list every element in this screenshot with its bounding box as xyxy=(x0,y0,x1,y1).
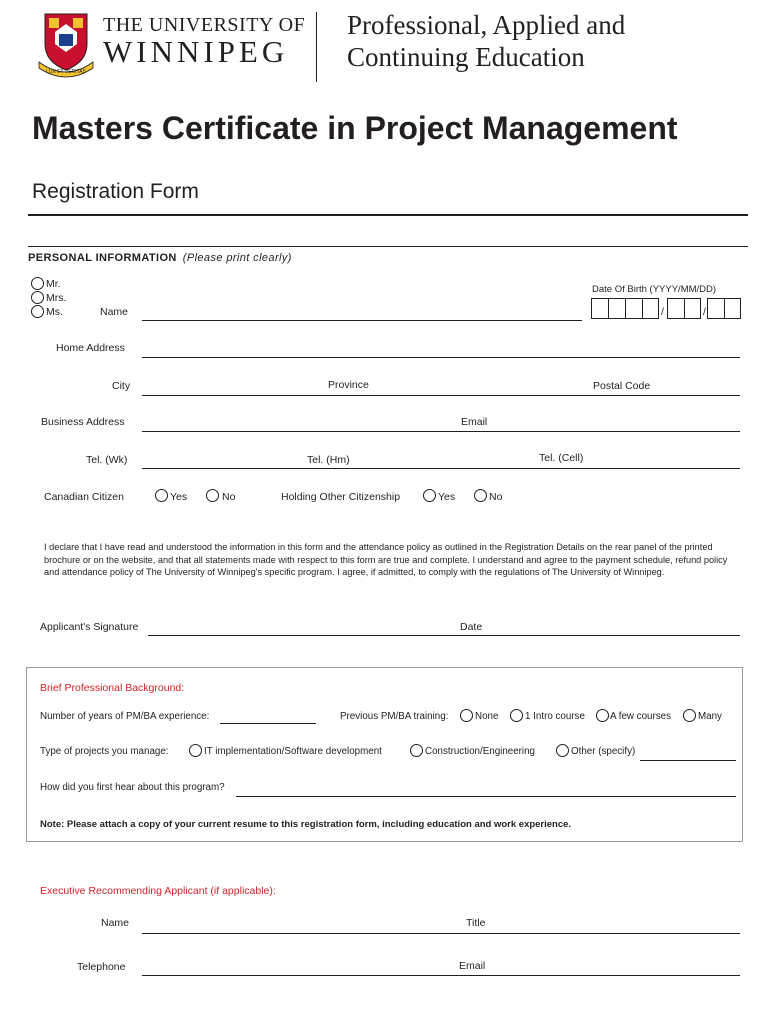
section-divider xyxy=(28,246,748,247)
dob-day-digit-1[interactable] xyxy=(707,298,724,319)
personal-info-hint: (Please print clearly) xyxy=(182,252,292,264)
executive-name-label: Name xyxy=(101,917,130,929)
salutation-mrs-radio[interactable] xyxy=(31,291,44,304)
executive-name-title-field[interactable] xyxy=(142,933,740,934)
canadian-citizen-no-label: No xyxy=(222,491,236,503)
signature-date-label: Date xyxy=(460,621,483,633)
training-few-courses-radio[interactable] xyxy=(596,709,609,722)
home-address-label: Home Address xyxy=(56,342,125,354)
postal-code-label: Postal Code xyxy=(593,380,651,392)
training-none-label: None xyxy=(475,711,499,722)
svg-text:LUX ET VERITAS: LUX ET VERITAS xyxy=(46,69,86,75)
executive-title-label: Title xyxy=(466,917,486,929)
resume-note: Note: Please attach a copy of your current resume to this registration form, including education and work experience. xyxy=(40,819,572,830)
training-intro-course-label: 1 Intro course xyxy=(525,711,585,722)
telephone-field[interactable] xyxy=(142,468,740,469)
other-citizenship-yes-radio[interactable] xyxy=(423,489,436,502)
canadian-citizen-yes-radio[interactable] xyxy=(155,489,168,502)
executive-heading: Executive Recommending Applicant (if applicable): xyxy=(40,885,276,897)
department-name-line1: Professional, Applied and xyxy=(347,10,626,40)
home-address-field[interactable] xyxy=(142,357,740,358)
executive-telephone-label: Telephone xyxy=(77,961,126,973)
dob-year-digit-3[interactable] xyxy=(625,298,642,319)
business-address-label: Business Address xyxy=(41,416,125,428)
project-construction-label: Construction/Engineering xyxy=(425,746,536,757)
executive-email-label: Email xyxy=(459,960,486,972)
project-it-radio[interactable] xyxy=(189,744,202,757)
training-many-radio[interactable] xyxy=(683,709,696,722)
other-citizenship-no-label: No xyxy=(489,491,503,503)
dob-month-digit-2[interactable] xyxy=(684,298,701,319)
dob-label: Date Of Birth (YYYY/MM/DD) xyxy=(592,284,717,295)
training-none-radio[interactable] xyxy=(460,709,473,722)
applicant-signature-label: Applicant's Signature xyxy=(40,621,139,633)
title-divider xyxy=(28,214,748,216)
canadian-citizen-no-radio[interactable] xyxy=(206,489,219,502)
document-title: Masters Certificate in Project Management xyxy=(32,110,678,146)
dob-year-digit-4[interactable] xyxy=(642,298,659,319)
salutation-ms-label: Ms. xyxy=(46,306,63,318)
tel-hm-label: Tel. (Hm) xyxy=(307,454,350,466)
tel-cell-label: Tel. (Cell) xyxy=(539,452,584,464)
years-experience-field[interactable] xyxy=(220,723,316,724)
tel-wk-label: Tel. (Wk) xyxy=(86,454,128,466)
hear-about-label: How did you first hear about this program? xyxy=(40,782,225,793)
training-many-label: Many xyxy=(698,711,722,722)
professional-background-heading: Brief Professional Background: xyxy=(40,682,185,694)
city-province-postal-field[interactable] xyxy=(142,395,740,396)
salutation-mr-radio[interactable] xyxy=(31,277,44,290)
training-few-courses-label: A few courses xyxy=(610,711,671,722)
business-address-email-field[interactable] xyxy=(142,431,740,432)
university-name-line2: WINNIPEG xyxy=(103,34,289,69)
university-name-line1: THE UNIVERSITY OF xyxy=(103,14,306,36)
canadian-citizen-yes-label: Yes xyxy=(170,491,188,503)
project-it-label: IT implementation/Software development xyxy=(204,746,382,757)
name-field[interactable] xyxy=(142,320,582,321)
dob-year-digit-1[interactable] xyxy=(591,298,608,319)
name-label: Name xyxy=(100,306,129,318)
project-other-specify-field[interactable] xyxy=(640,760,736,761)
declaration-text: I declare that I have read and understood the information in this form and the attendance policy as outlined in the Registration Details on the rear panel of the printed brochure or on the website, and that all statements made with respect to this form are true and complete. I understand and agree to the payment schedule, refund policy and attendance policy of The University of Winnipeg's specific program. I agree, if admitted, to comply with the regulations of The University of Winnipeg. xyxy=(44,542,728,578)
salutation-mrs-label: Mrs. xyxy=(46,292,67,304)
dob-day-digit-2[interactable] xyxy=(724,298,741,319)
city-label: City xyxy=(112,380,131,392)
personal-info-heading-text: PERSONAL INFORMATION xyxy=(28,252,177,264)
salutation-mr-label: Mr. xyxy=(46,278,61,290)
signature-field[interactable] xyxy=(148,635,740,636)
province-label: Province xyxy=(328,379,369,391)
header-divider xyxy=(316,12,317,82)
university-crest-logo xyxy=(33,10,99,82)
email-label: Email xyxy=(461,416,488,428)
other-citizenship-label: Holding Other Citizenship xyxy=(281,491,401,503)
document-subtitle: Registration Form xyxy=(32,180,199,203)
other-citizenship-no-radio[interactable] xyxy=(474,489,487,502)
project-construction-radio[interactable] xyxy=(410,744,423,757)
project-other-radio[interactable] xyxy=(556,744,569,757)
department-name-line2: Continuing Education xyxy=(347,42,585,72)
previous-training-label: Previous PM/BA training: xyxy=(340,711,449,722)
dob-separator-1: / xyxy=(661,306,664,318)
dob-month-digit-1[interactable] xyxy=(667,298,684,319)
canadian-citizen-label: Canadian Citizen xyxy=(44,491,124,503)
executive-telephone-email-field[interactable] xyxy=(142,975,740,976)
project-other-label: Other (specify) xyxy=(571,746,636,757)
project-types-label: Type of projects you manage: xyxy=(40,746,169,757)
hear-about-field[interactable] xyxy=(236,796,736,797)
other-citizenship-yes-label: Yes xyxy=(438,491,456,503)
years-experience-label: Number of years of PM/BA experience: xyxy=(40,711,210,722)
training-intro-course-radio[interactable] xyxy=(510,709,523,722)
salutation-ms-radio[interactable] xyxy=(31,305,44,318)
dob-separator-2: / xyxy=(703,306,706,318)
personal-info-heading xyxy=(28,252,292,264)
dob-year-digit-2[interactable] xyxy=(608,298,625,319)
